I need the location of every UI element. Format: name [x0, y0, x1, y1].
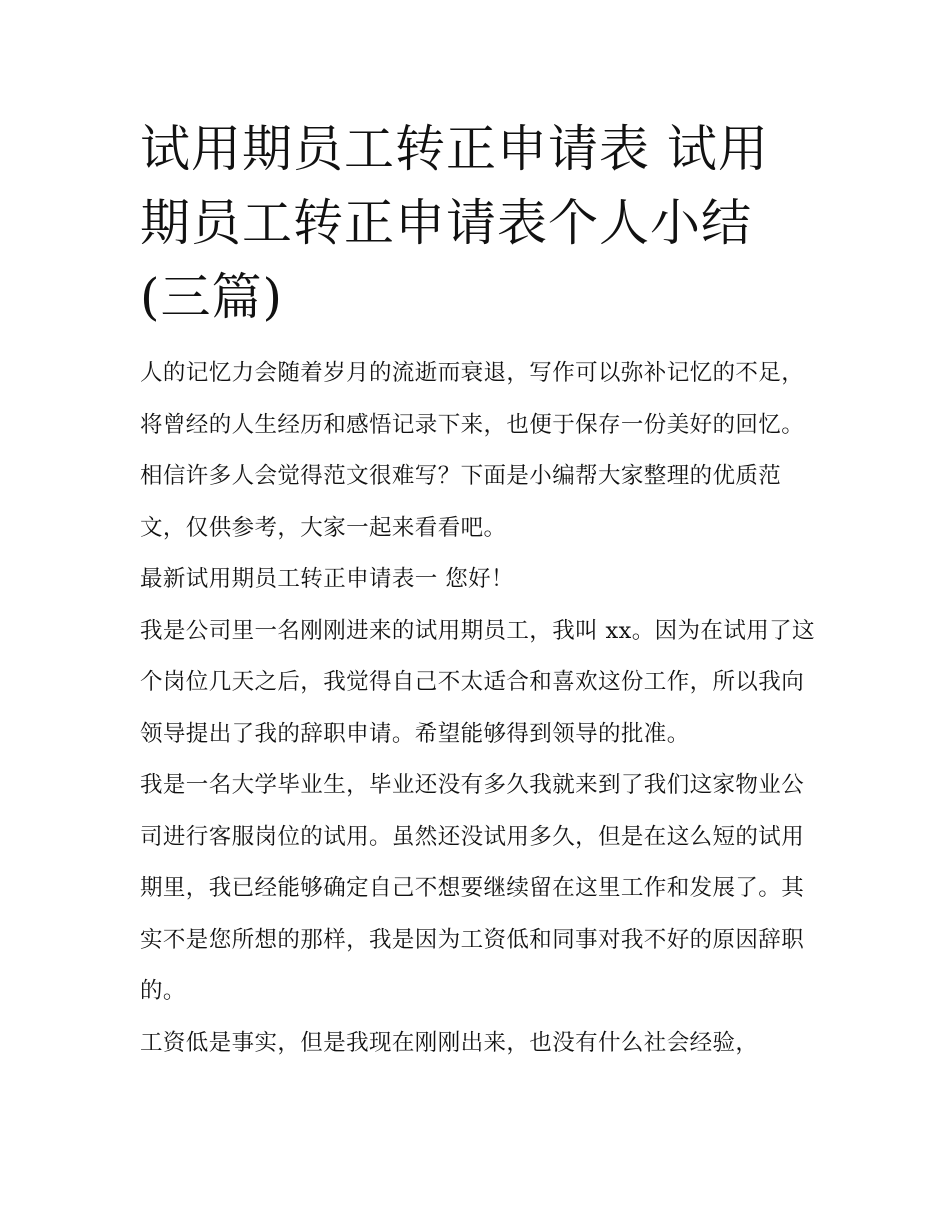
intro-paragraph: 人的记忆力会随着岁月的流逝而衰退，写作可以弥补记忆的不足，将曾经的人生经历和感悟记录下来，也便于保存一份美好的回忆。相信许多人会觉得范文很难写？下面是小编帮大家整理的优质范文，仅供参考，大家一起来看看吧。	[140, 360, 805, 541]
body-paragraph: 工资低是事实，但是我现在刚刚出来，也没有什么社会经验，	[140, 1029, 759, 1056]
document-body	[140, 112, 815, 1069]
document-title: 试用期员工转正申请表 试用期员工转正申请表个人小结(三篇)	[140, 120, 769, 326]
section-heading-paragraph: 最新试用期员工转正申请表一 您好！	[140, 566, 514, 592]
body-paragraph: 我是一名大学毕业生，毕业还没有多久我就来到了我们这家物业公司进行客服岗位的试用。虽然还没试用多久，但是在这么短的试用期里，我已经能够确定自己不想要继续留在这里工作和发展了。其实不是您所想的那样，我是因为工资低和同事对我不好的原因辞职的。	[140, 772, 805, 1004]
body-paragraph: 我是公司里一名刚刚进来的试用期员工，我叫 xx。因为在试用了这个岗位几天之后，我觉得自己不太适合和喜欢这份工作，所以我向领导提出了我的辞职申请。希望能够得到领导的批准。	[140, 617, 815, 747]
